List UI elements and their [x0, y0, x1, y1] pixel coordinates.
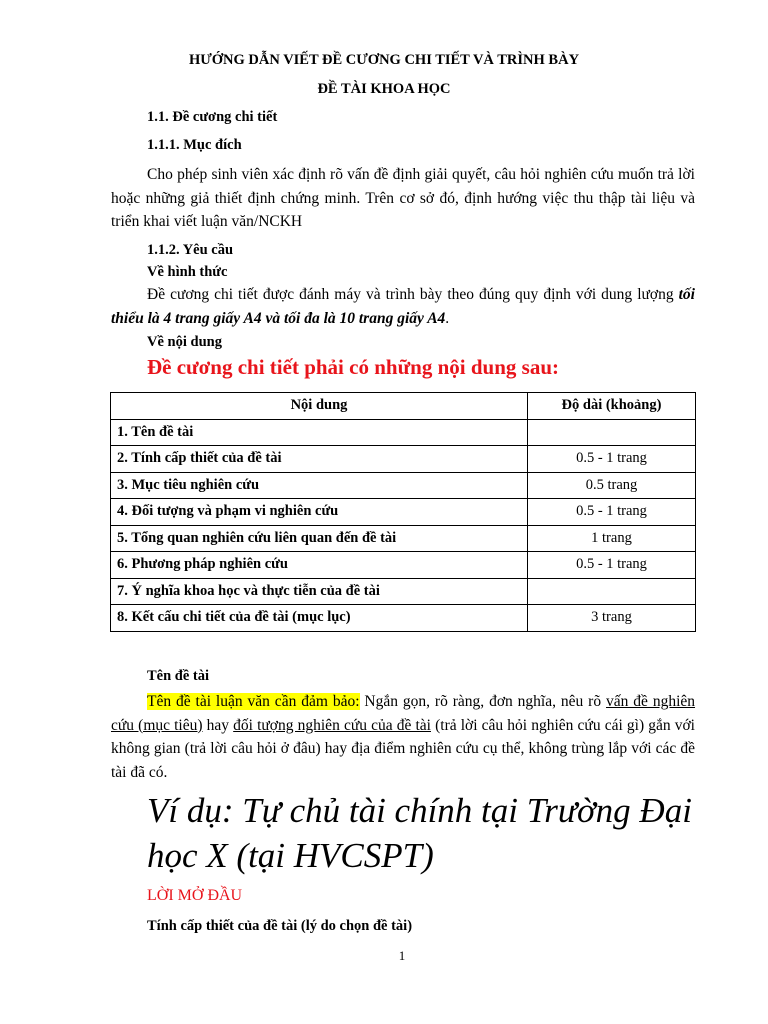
table-cell-item: 2. Tính cấp thiết của đề tài	[111, 446, 528, 473]
section-1-1-1-heading: 1.1.1. Mục đích	[147, 137, 242, 153]
topic-underline-goal: vấn đề nghiên cứu (mục tiêu)	[111, 693, 696, 734]
table-cell-length	[528, 578, 696, 605]
urgency-heading: Tính cấp thiết của đề tài (lý do chọn đề tài)	[147, 918, 413, 934]
table-row	[111, 525, 696, 552]
table-row	[111, 419, 696, 446]
table-cell-item: 4. Đối tượng và phạm vi nghiên cứu	[111, 499, 528, 526]
table-header-content: Nội dung	[111, 393, 528, 420]
table-cell-length: 1 trang	[528, 525, 696, 552]
topic-underline-object: đối tượng nghiên cứu của đề tài	[233, 716, 431, 734]
topic-heading: Tên đề tài	[147, 668, 210, 684]
page-number: 1	[398, 948, 406, 963]
content-heading: Về nội dung	[147, 334, 222, 350]
table-cell-item: 3. Mục tiêu nghiên cứu	[111, 472, 528, 499]
table-row	[111, 605, 696, 632]
opening-heading: LỜI MỞ ĐẦU	[147, 887, 243, 904]
doc-title-line1: HƯỚNG DẪN VIẾT ĐỀ CƯƠNG CHI TIẾT VÀ TRÌNH BÀY	[188, 52, 580, 68]
form-paragraph-end: .	[445, 309, 450, 327]
table-cell-length: 0.5 - 1 trang	[528, 499, 696, 526]
form-paragraph	[111, 283, 695, 330]
topic-text-3: (trả lời câu hỏi nghiên cứu cái gì) gắn với không gian (trả lời câu hỏi ở đâu) hay địa điểm nghiên cứu cụ thể, không trùng lắp với các đề tài đã có.	[111, 716, 695, 781]
table-row	[111, 578, 696, 605]
table-cell-length: 0.5 trang	[528, 472, 696, 499]
table-row	[111, 552, 696, 579]
purpose-paragraph: Cho phép sinh viên xác định rõ vấn đề định giải quyết, câu hỏi nghiên cứu muốn trả lời hoặc những giả thiết định chứng minh. Trên cơ sở đó, định hướng việc thu thập tài liệu và triển khai viết luận văn/NCKH	[111, 166, 695, 230]
topic-paragraph	[111, 690, 695, 784]
topic-text-1: Ngắn gọn, rõ ràng, đơn nghĩa, nêu rõ	[359, 693, 606, 710]
example-title: Ví dụ: Tự chủ tài chính tại Trường Đại học X (tại HVCSPT)	[147, 791, 692, 875]
content-table	[110, 392, 696, 632]
content-callout: Đề cương chi tiết phải có những nội dung sau:	[147, 355, 559, 379]
table-cell-length	[528, 419, 696, 446]
form-heading: Về hình thức	[147, 264, 228, 280]
table-cell-length: 0.5 - 1 trang	[528, 552, 696, 579]
table-header-length: Độ dài (khoảng)	[528, 393, 696, 420]
table-cell-length: 3 trang	[528, 605, 696, 632]
table-cell-item: 8. Kết cấu chi tiết của đề tài (mục lục)	[111, 605, 528, 632]
doc-title-line2: ĐỀ TÀI KHOA HỌC	[317, 81, 451, 97]
table-cell-item: 1. Tên đề tài	[111, 419, 528, 446]
table-row	[111, 499, 696, 526]
topic-text-2: hay	[202, 716, 234, 734]
table-header-row	[111, 393, 696, 420]
topic-highlight: Tên đề tài luận văn cần đảm bảo:	[147, 693, 360, 710]
table-row	[111, 472, 696, 499]
table-cell-item: 6. Phương pháp nghiên cứu	[111, 552, 528, 579]
form-paragraph-emphasis: tối thiểu là 4 trang giấy A4 và tối đa là 10 trang giấy A4	[111, 286, 695, 327]
section-1-1-heading: 1.1. Đề cương chi tiết	[147, 109, 278, 125]
table-cell-item: 7. Ý nghĩa khoa học và thực tiễn của đề tài	[111, 578, 528, 605]
table-cell-item: 5. Tổng quan nghiên cứu liên quan đến đề tài	[111, 525, 528, 552]
table-row	[111, 446, 696, 473]
section-1-1-2-heading: 1.1.2. Yêu cầu	[147, 242, 234, 258]
form-paragraph-start: Đề cương chi tiết được đánh máy và trình bày theo đúng quy định với dung lượng	[147, 286, 679, 303]
table-cell-length: 0.5 - 1 trang	[528, 446, 696, 473]
